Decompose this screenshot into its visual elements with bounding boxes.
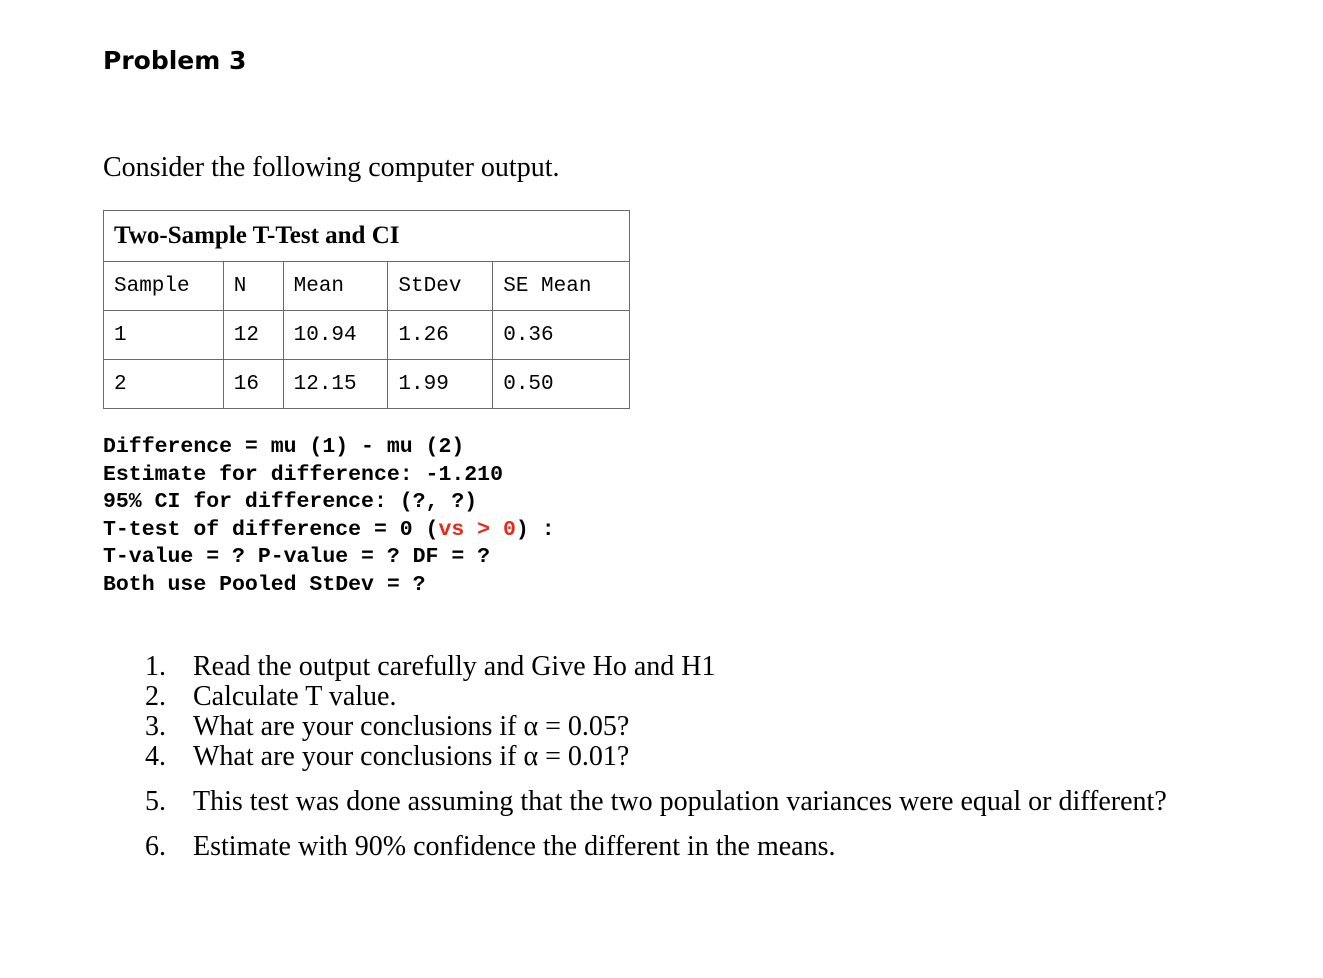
list-item [145,832,1167,862]
question-number: 3. [145,711,166,742]
question-number: 6. [145,831,166,862]
cell-n: 12 [223,311,283,360]
list-item [145,742,1167,772]
question-text: This test was done assuming that the two population variances were equal or different? [193,786,1167,817]
t-value-line: T-value = ? P-value = ? DF = ? [103,545,491,570]
ci-line: 95% CI for difference: (?, ?) [103,490,478,515]
intro-text: Consider the following computer output. [103,152,560,183]
t-test-line [103,517,555,545]
table-title: Two-Sample T-Test and CI [104,211,630,262]
list-item [145,682,1167,712]
cell-sample: 2 [104,360,224,409]
pooled-stdev-line: Both use Pooled StDev = ? [103,572,426,597]
cell-n: 16 [223,360,283,409]
question-number: 2. [145,681,166,712]
list-item [145,787,1167,817]
t-test-text-end: ) : [515,517,555,542]
cell-se-mean: 0.50 [493,360,630,409]
cell-sample: 1 [104,311,224,360]
cell-stdev: 1.99 [388,360,493,409]
question-number: 4. [145,741,166,772]
table-row [104,311,630,360]
table-row [104,360,630,409]
difference-line: Difference = mu (1) - mu (2) [103,435,465,459]
question-text: Read the output carefully and Give Ho and H1 [193,651,716,682]
cell-mean: 10.94 [283,311,388,360]
list-item [145,652,1167,682]
header-n: N [223,262,283,311]
list-item [145,712,1167,742]
estimate-line: Estimate for difference: -1.210 [103,462,503,487]
table-title-row [104,211,630,262]
header-mean: Mean [283,262,388,311]
test-results-output [103,434,555,600]
header-sample: Sample [104,262,224,311]
two-sample-output-table [103,210,630,409]
question-number: 5. [145,786,166,817]
question-text: What are your conclusions if α = 0.01? [193,741,630,772]
header-stdev: StDev [388,262,493,311]
header-se-mean: SE Mean [493,262,630,311]
cell-mean: 12.15 [283,360,388,409]
question-number: 1. [145,651,166,682]
question-text: Calculate T value. [193,681,397,712]
question-text: Estimate with 90% confidence the different in the means. [193,831,836,862]
alternative-hypothesis: vs > 0 [438,517,516,542]
question-list [145,652,1167,862]
problem-title: Problem 3 [103,46,247,75]
table-header-row [104,262,630,311]
t-test-text: T-test of difference = 0 ( [103,517,439,542]
cell-se-mean: 0.36 [493,311,630,360]
cell-stdev: 1.26 [388,311,493,360]
question-text: What are your conclusions if α = 0.05? [193,711,630,742]
